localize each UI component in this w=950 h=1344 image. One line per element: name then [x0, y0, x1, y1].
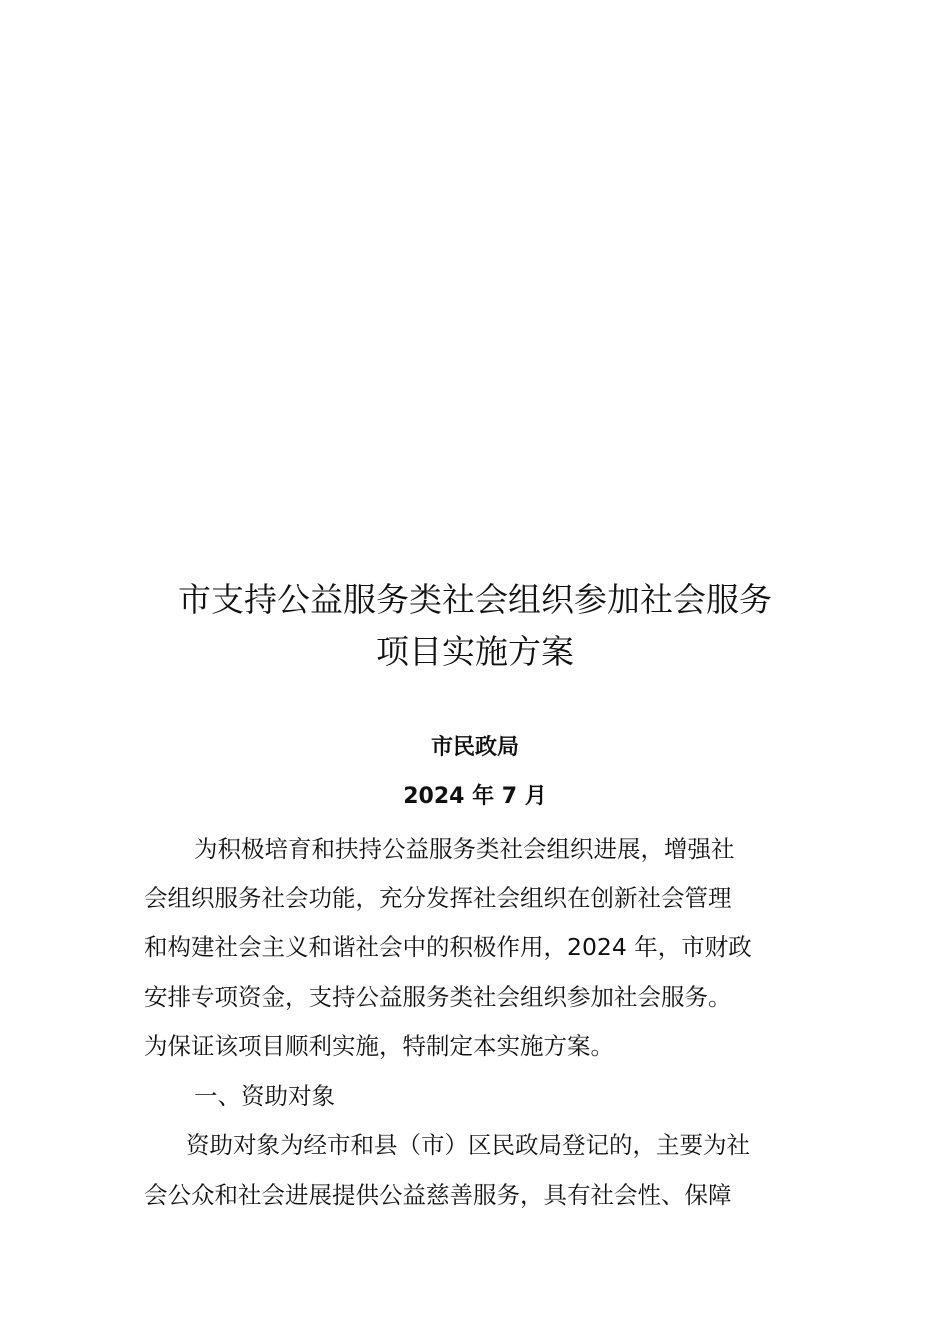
paragraph1-line: 为积极培育和扶持公益服务类社会组织进展，增强社	[194, 835, 735, 863]
issue-date: 2024 年 7 月	[403, 784, 547, 809]
paragraph1-line: 和构建社会主义和谐社会中的积极作用，2024 年，市财政	[144, 933, 752, 961]
paragraph2-line: 资助对象为经市和县（市）区民政局登记的，主要为社	[186, 1131, 750, 1159]
issuer-name: 市民政局	[430, 735, 519, 760]
paragraph1-line: 会组织服务社会功能，充分发挥社会组织在创新社会管理	[144, 884, 732, 912]
paragraph2-line: 会公众和社会进展提供公益慈善服务，具有社会性、保障	[144, 1181, 732, 1209]
paragraph1-line: 安排专项资金，支持公益服务类社会组织参加社会服务。	[144, 983, 732, 1011]
document-title-line1: 市支持公益服务类社会组织参加社会服务	[178, 580, 772, 619]
paragraph1-line: 为保证该项目顺利实施，特制定本实施方案。	[144, 1032, 614, 1060]
section-heading: 一、资助对象	[194, 1082, 335, 1110]
document-title-line2: 项目实施方案	[376, 632, 574, 671]
